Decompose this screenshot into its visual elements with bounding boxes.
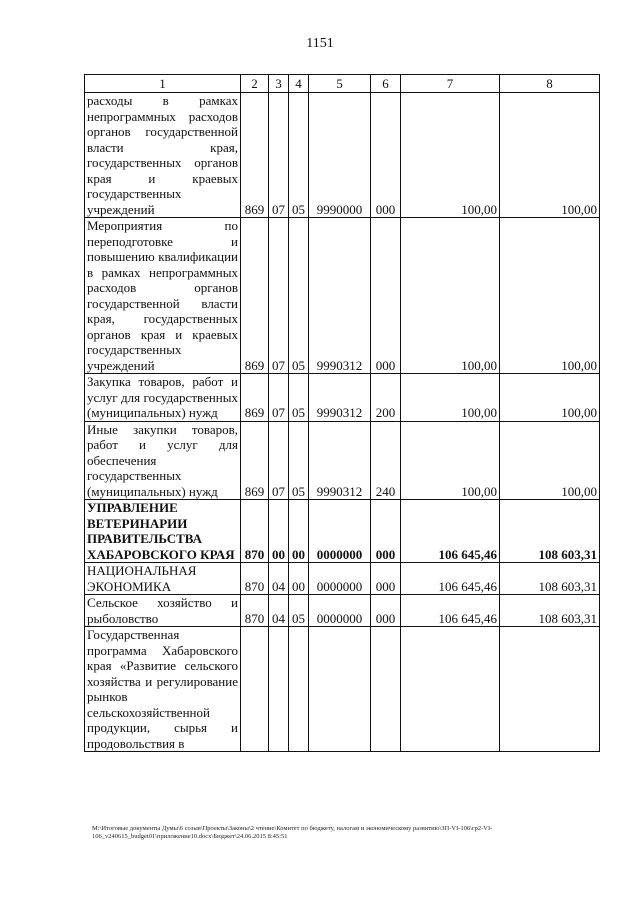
row-code-target-cell: 9990312: [309, 218, 371, 374]
row-code-ministry-cell: 870: [241, 563, 269, 595]
row-amount-year2-cell: 108 603,31: [500, 595, 600, 627]
row-code-ministry-cell: 870: [241, 500, 269, 563]
row-code-subsection-cell: 00: [289, 500, 309, 563]
row-code-section-cell: 07: [269, 93, 289, 218]
row-amount-year1-cell: 100,00: [401, 421, 500, 500]
table-row: [85, 627, 600, 752]
table-row: [85, 563, 600, 595]
row-code-subsection-cell: 05: [289, 93, 309, 218]
row-amount-year2-cell: 100,00: [500, 93, 600, 218]
row-code-expense-type-cell: 200: [371, 374, 401, 422]
row-code-target-cell: 0000000: [309, 563, 371, 595]
header-col-8: 8: [500, 75, 600, 93]
table-row: [85, 595, 600, 627]
row-amount-year2-cell: 100,00: [500, 218, 600, 374]
table-row: [85, 93, 600, 218]
row-code-expense-type-cell: [371, 627, 401, 752]
row-code-expense-type-cell: 000: [371, 500, 401, 563]
row-code-ministry-cell: 870: [241, 595, 269, 627]
row-code-ministry-cell: 869: [241, 218, 269, 374]
row-code-ministry-cell: 869: [241, 93, 269, 218]
header-col-7: 7: [401, 75, 500, 93]
row-code-target-cell: 9990312: [309, 374, 371, 422]
table-header-row: [85, 75, 600, 93]
header-col-2: 2: [241, 75, 269, 93]
row-amount-year1-cell: 100,00: [401, 374, 500, 422]
row-amount-year2-cell: 108 603,31: [500, 500, 600, 563]
row-code-target-cell: 9990000: [309, 93, 371, 218]
page-number: 1151: [306, 36, 334, 51]
row-code-section-cell: 07: [269, 421, 289, 500]
header-col-5: 5: [309, 75, 371, 93]
row-code-expense-type-cell: 000: [371, 563, 401, 595]
row-amount-year2-cell: [500, 627, 600, 752]
row-code-ministry-cell: 869: [241, 421, 269, 500]
row-name-cell: УПРАВЛЕНИЕ ВЕТЕРИНАРИИ ПРАВИТЕЛЬСТВА ХАБАРОВСКОГО КРАЯ: [85, 500, 241, 563]
row-name-cell: Иные закупки товаров, работ и услуг для обеспечения государственных (муниципальных) нужд: [85, 421, 241, 500]
row-code-subsection-cell: 05: [289, 421, 309, 500]
header-col-3: 3: [269, 75, 289, 93]
row-name-cell: Закупка товаров, работ и услуг для государственных (муниципальных) нужд: [85, 374, 241, 422]
row-name-cell: Сельское хозяйство и рыболовство: [85, 595, 241, 627]
row-code-section-cell: 07: [269, 218, 289, 374]
row-amount-year1-cell: 106 645,46: [401, 563, 500, 595]
row-name-cell: Государственная программа Хабаровского края «Развитие сельского хозяйства и регулирование рынков сельскохозяйственной продукции, сырья и продовольствия в: [85, 627, 241, 752]
row-code-ministry-cell: 869: [241, 374, 269, 422]
row-code-ministry-cell: [241, 627, 269, 752]
row-code-expense-type-cell: 000: [371, 595, 401, 627]
header-col-6: 6: [371, 75, 401, 93]
header-col-4: 4: [289, 75, 309, 93]
table-body: [85, 93, 600, 752]
table-row: [85, 218, 600, 374]
row-amount-year1-cell: [401, 627, 500, 752]
file-path-footer: [92, 825, 602, 841]
row-code-expense-type-cell: 240: [371, 421, 401, 500]
row-amount-year1-cell: 100,00: [401, 218, 500, 374]
row-code-subsection-cell: 05: [289, 218, 309, 374]
row-code-expense-type-cell: 000: [371, 93, 401, 218]
row-code-subsection-cell: 05: [289, 374, 309, 422]
row-amount-year2-cell: 100,00: [500, 421, 600, 500]
row-code-target-cell: 0000000: [309, 500, 371, 563]
row-amount-year2-cell: 108 603,31: [500, 563, 600, 595]
row-name-cell: расходы в рамках непрограммных расходов органов государственной власти края, государственных органов края и краевых государственных учреждений: [85, 93, 241, 218]
row-amount-year2-cell: 100,00: [500, 374, 600, 422]
row-code-section-cell: 00: [269, 500, 289, 563]
row-amount-year1-cell: 100,00: [401, 93, 500, 218]
budget-table: [84, 74, 600, 752]
footer-line-1: M:\Итоговые документы Думы\6 созыв\Проекты\Законы\2 чтение\Комитет по бюджету, налогам и экономическому развитию\ЗП-VI-106\гр2-VI-: [92, 825, 493, 832]
row-code-section-cell: 04: [269, 563, 289, 595]
header-col-1: 1: [85, 75, 241, 93]
row-amount-year1-cell: 106 645,46: [401, 595, 500, 627]
row-code-section-cell: 07: [269, 374, 289, 422]
row-code-expense-type-cell: 000: [371, 218, 401, 374]
row-code-subsection-cell: 00: [289, 563, 309, 595]
row-code-target-cell: [309, 627, 371, 752]
row-code-section-cell: 04: [269, 595, 289, 627]
footer-line-2: 106_v240615_budget01\приложение10.docx\Бюджет\24.06.2015 8:45:51: [92, 833, 288, 840]
table-row: [85, 500, 600, 563]
row-code-target-cell: 0000000: [309, 595, 371, 627]
row-code-subsection-cell: [289, 627, 309, 752]
row-amount-year1-cell: 106 645,46: [401, 500, 500, 563]
table-row: [85, 374, 600, 422]
row-name-cell: Мероприятия по переподготовке и повышению квалификации в рамках непрограммных расходов органов государственной власти края, государственных органов края и краевых государственных учреждений: [85, 218, 241, 374]
table-row: [85, 421, 600, 500]
row-code-subsection-cell: 05: [289, 595, 309, 627]
row-code-target-cell: 9990312: [309, 421, 371, 500]
row-code-section-cell: [269, 627, 289, 752]
row-name-cell: НАЦИОНАЛЬНАЯ ЭКОНОМИКА: [85, 563, 241, 595]
